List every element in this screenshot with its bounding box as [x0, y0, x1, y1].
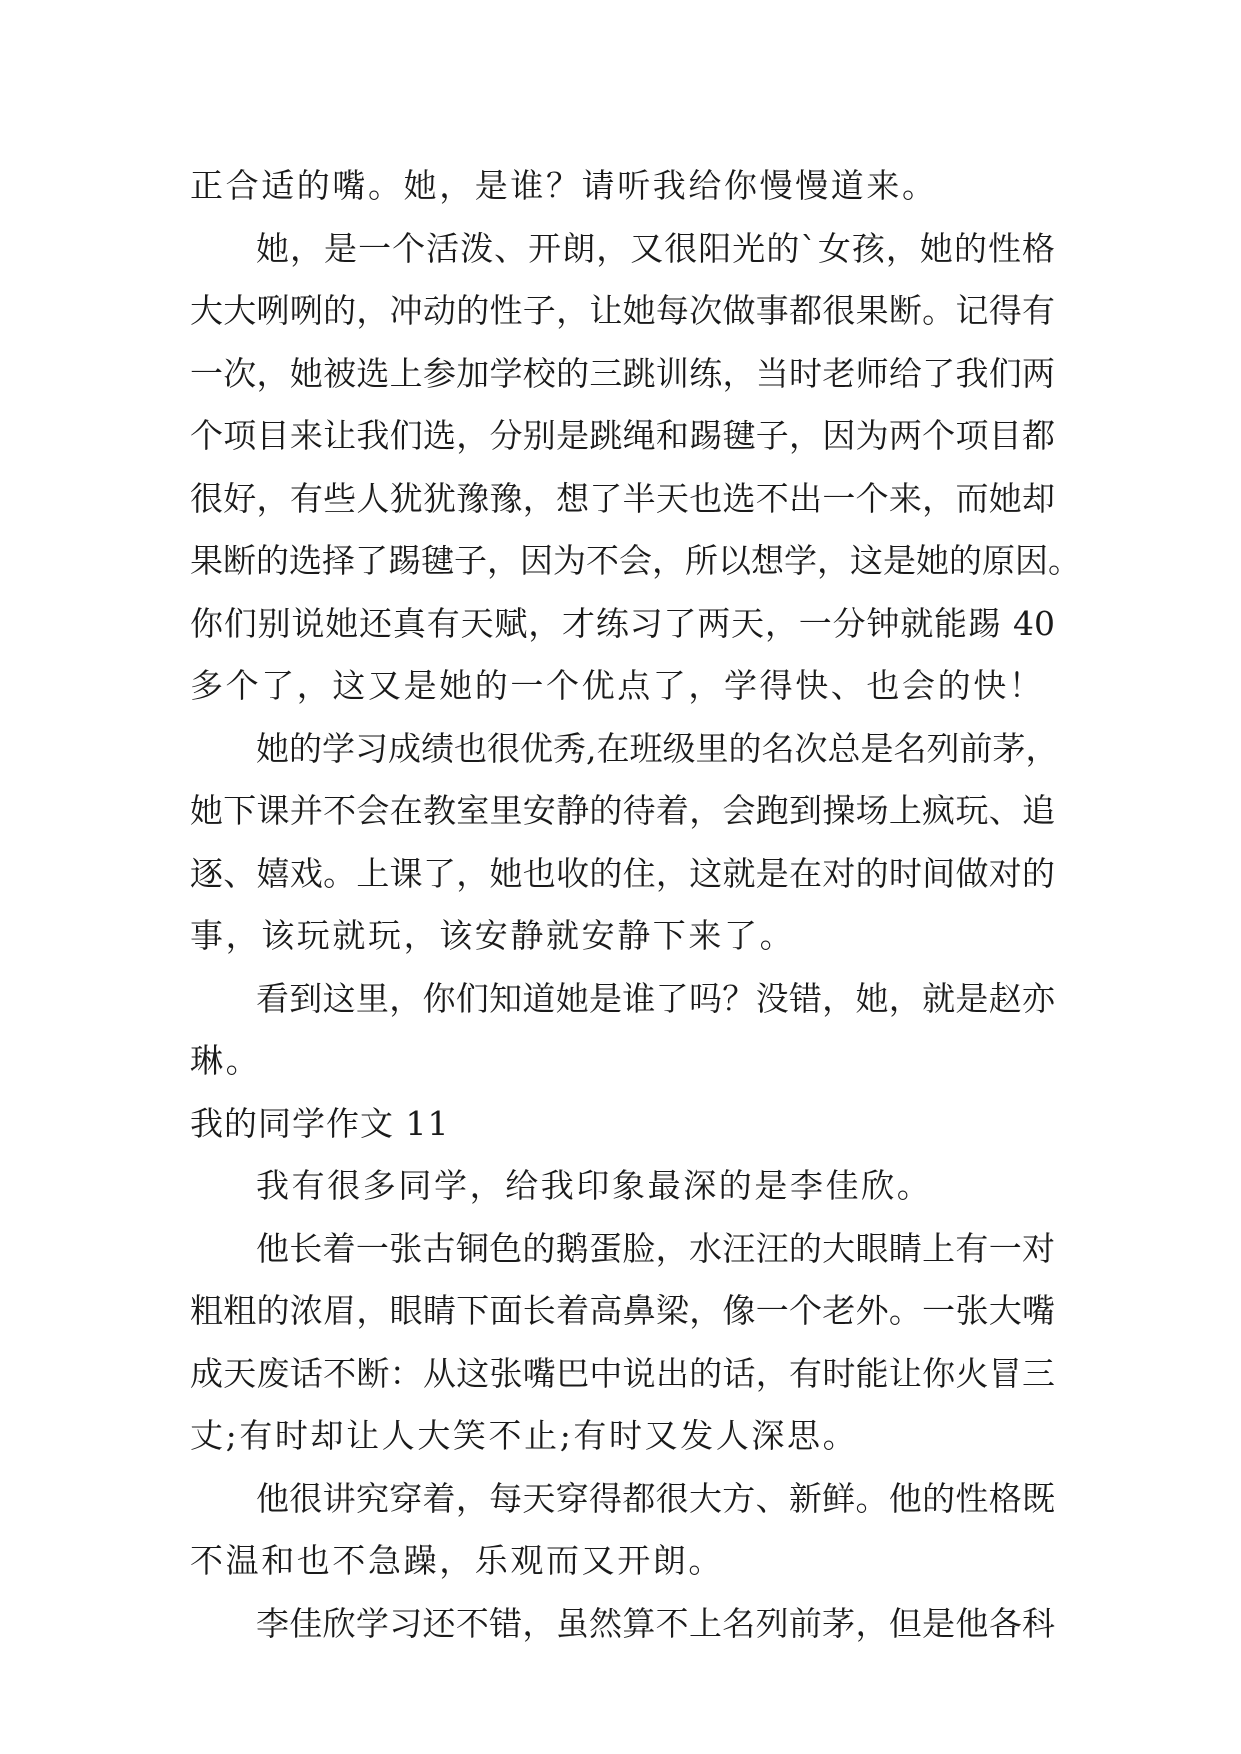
paragraph-start-line: 他很讲究穿着，每天穿得都很大方、新鲜。他的性格既 — [256, 1478, 1055, 1518]
text-line: 粗粗的浓眉，眼睛下面长着高鼻梁，像一个老外。一张大嘴 — [190, 1291, 1055, 1330]
text-line: 她下课并不会在教室里安静的待着，会跑到操场上疯玩、追 — [190, 791, 1055, 830]
text-line: 你们别说她还真有天赋，才练习了两天，一分钟就能踢 40 — [190, 603, 1055, 643]
text-line: 大大咧咧的，冲动的性子，让她每次做事都很果断。记得有 — [190, 291, 1055, 330]
text-line: 成天废话不断：从这张嘴巴中说出的话，有时能让你火冒三 — [190, 1353, 1055, 1393]
text-line: 逐、嬉戏。上课了，她也收的住，这就是在对的时间做对的 — [190, 853, 1055, 893]
paragraph-start-line: 看到这里，你们知道她是谁了吗？没错，她，就是赵亦 — [256, 978, 1055, 1018]
text-line: 个项目来让我们选，分别是跳绳和踢毽子，因为两个项目都 — [190, 416, 1055, 455]
text-line: 很好，有些人犹犹豫豫，想了半天也选不出一个来，而她却 — [190, 478, 1055, 518]
paragraph-start-line: 她的学习成绩也很优秀,在班级里的名次总是名列前茅， — [256, 728, 1059, 768]
essay-text — [190, 155, 1081, 1655]
text-line: 正合适的嘴。她，是谁？请听我给你慢慢道来。 — [190, 166, 938, 205]
paragraph-start-line: 他长着一张古铜色的鹅蛋脸，水汪汪的大眼睛上有一对 — [256, 1228, 1055, 1268]
paragraph-start-line: 我有很多同学，给我印象最深的是李佳欣。 — [256, 1166, 933, 1205]
essay-heading: 我的同学作文 11 — [190, 1103, 450, 1143]
paragraph-start-line: 李佳欣学习还不错，虽然算不上名列前茅，但是他各科 — [256, 1603, 1055, 1643]
text-line: 丈;有时却让人大笑不止;有时又发人深思。 — [190, 1416, 859, 1455]
paragraph-start-line: 她，是一个活泼、开朗，又很阳光的`女孩，她的性格 — [256, 228, 1055, 268]
text-line: 事，该玩就玩，该安静就安静下来了。 — [190, 916, 796, 955]
text-line: 琳。 — [190, 1041, 262, 1080]
text-line: 多个了，这又是她的一个优点了，学得快、也会的快！ — [190, 666, 1045, 705]
text-line: 不温和也不急躁，乐观而又开朗。 — [190, 1541, 724, 1580]
text-line: 一次，她被选上参加学校的三跳训练，当时老师给了我们两 — [190, 353, 1055, 393]
text-line: 果断的选择了踢毽子，因为不会，所以想学，这是她的原因。 — [190, 541, 1081, 580]
